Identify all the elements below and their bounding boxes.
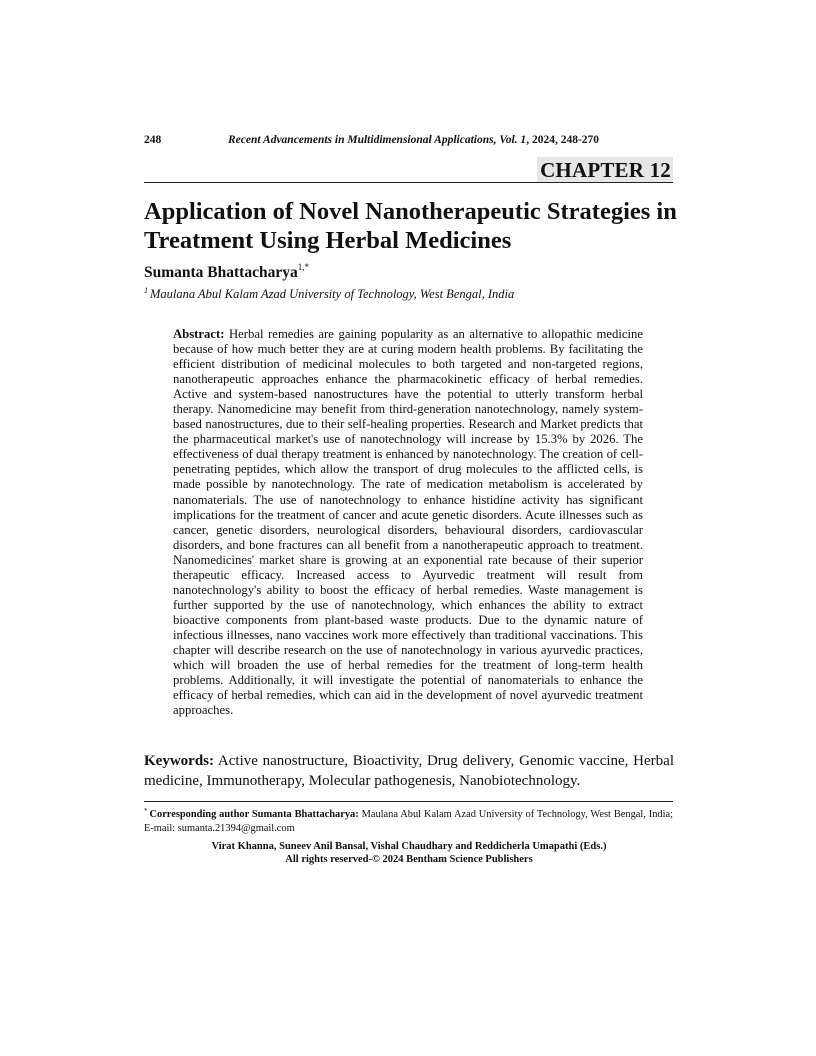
footnote-mark: * [144, 807, 148, 815]
page-number: 248 [144, 134, 162, 146]
title-line-1: Application of Novel Nanotherapeutic Strategies in [144, 198, 677, 225]
journal-year-pages: , 2024, 248-270 [526, 134, 600, 146]
abstract-label: Abstract: [173, 327, 225, 341]
running-head [144, 134, 674, 150]
footnote [144, 804, 673, 836]
affiliation-text: Maulana Abul Kalam Azad University of Technology, West Bengal, India [150, 287, 515, 301]
abstract [173, 327, 643, 718]
affiliation [144, 286, 514, 302]
author-name: Sumanta Bhattacharya [144, 264, 298, 281]
footnote-text: Maulana Abul Kalam Azad University of Technology, West Bengal, India; E-mail: sumanta.21394@gmail.com [144, 809, 673, 834]
author [144, 262, 309, 282]
header-rule [144, 182, 673, 183]
journal-citation [228, 134, 599, 146]
keywords-text: Active nanostructure, Bioactivity, Drug delivery, Genomic vaccine, Herbal medicine, Immunotherapy, Molecular pathogenesis, Nanobiotechnology. [144, 753, 674, 789]
chapter-title [144, 197, 684, 255]
keywords [144, 752, 674, 791]
publisher-block [144, 841, 674, 866]
affiliation-mark: 1 [144, 286, 148, 295]
chapter-label: CHAPTER 12 [537, 157, 673, 183]
keywords-label: Keywords: [144, 753, 214, 769]
footnote-label: Corresponding author Sumanta Bhattacharya: [149, 809, 359, 820]
editors-line: Virat Khanna, Suneev Anil Bansal, Vishal Chaudhary and Reddicherla Umapathi (Eds.) [211, 841, 607, 852]
author-marks: 1,* [297, 262, 309, 272]
abstract-text: Herbal remedies are gaining popularity as an alternative to allopathic medicine because of how much better they are at curing modern health problems. By facilitating the efficient distribution of medicinal molecules to both targeted and non-targeted regions, nanotherapeutic approaches enhance the pharmacokinetic efficacy of herbal remedies. Active and system-based nanostructures have the potential to utterly transform herbal therapy. Nanomedicine may benefit from third-generation nanotechnology, namely system-based nanostructures, due to their self-healing properties. Research and Market predicts that the pharmaceutical market's use of nanotechnology will increase by 15.3% by 2026. The effectiveness of dual therapy treatment is enhanced by nanotechnology. The creation of cell-penetrating peptides, which allow the transport of drug molecules to the afflicted cells, is made possible by nanotechnology. The rate of medication metabolism is accelerated by nanomaterials. The use of nanotechnology to enhance histidine activity has significant implications for the treatment of cancer and acute genetic disorders. Acute illnesses such as cancer, genetic disorders, neurological disorders, behavioural disorders, cardiovascular disorders, and bone fractures can all benefit from a nanotherapeutic approach to treatment. Nanomedicines' market share is growing at an exponential rate because of their superior therapeutic efficacy. Increased access to Ayurvedic treatment will result from nanotechnology's ability to boost the efficacy of herbal remedies. Waste management is further supported by the use of nanotechnology, which enhances the ability to extract bioactive components from plant-based waste products. Due to the dynamic nature of infectious illnesses, nano vaccines work more effectively than traditional vaccinations. This chapter will describe research on the use of nanotechnology in various ayurvedic practices, which will broaden the use of herbal remedies for the treatment of long-term health problems. Additionally, it will investigate the potential of nanomaterials to enhance the efficacy of herbal remedies, which can aid in the development of novel ayurvedic treatment approaches. [173, 327, 644, 718]
rights-line: All rights reserved-© 2024 Bentham Science Publishers [285, 853, 533, 865]
title-line-2: Treatment Using Herbal Medicines [144, 227, 512, 254]
journal-title: Recent Advancements in Multidimensional Applications, Vol. 1 [228, 134, 527, 146]
footnote-rule [144, 801, 673, 802]
